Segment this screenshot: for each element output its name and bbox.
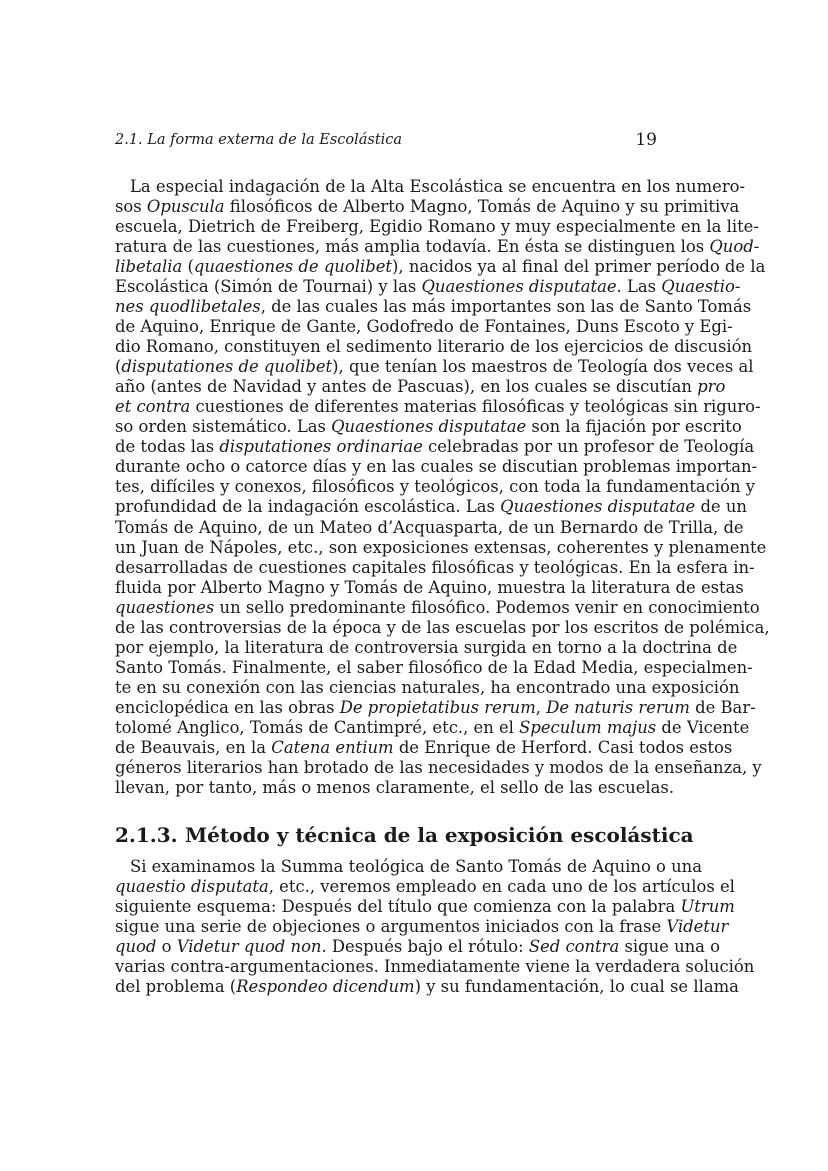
text-line (115, 957, 755, 977)
italic-text-run: Quaestiones disputatae (500, 497, 696, 517)
text-line (115, 477, 756, 497)
text-run: tolomé Anglico, Tomás de Cantimpré, etc., en el (115, 717, 520, 737)
text-line (115, 457, 758, 477)
text-run: , (535, 697, 547, 717)
italic-text-run: De propietatibus rerum (339, 697, 536, 717)
text-line (115, 277, 741, 297)
text-run: géneros literarios han brotado de las necesidades y modos de la enseñanza, y (115, 757, 762, 777)
text-line (115, 217, 759, 237)
italic-text-run: quaestiones (115, 597, 215, 617)
text-line (115, 177, 746, 197)
italic-text-run: Catena entium (271, 737, 394, 757)
text-line (115, 577, 744, 598)
text-line (115, 317, 733, 337)
text-run: profundidad de la indagación escolástica. Las (115, 497, 501, 517)
text-run: Santo Tomás. Finalmente, el saber filosófico de la Edad Media, especialmen- (115, 657, 753, 677)
italic-text-run: Speculum majus (519, 717, 657, 737)
text-run: de Bar- (689, 697, 756, 717)
text-run: llevan, por tanto, más o menos claramente, el sello de las escuelas. (115, 777, 675, 797)
text-run: escuela, Dietrich de Freiberg, Egidio Romano y muy especialmente en la lite- (115, 217, 759, 237)
text-line (115, 257, 766, 277)
running-header (115, 132, 657, 156)
text-line (115, 717, 750, 738)
text-run: sigue una o (619, 937, 721, 957)
text-run: varias contra-argumentaciones. Inmediatamente viene la verdadera solución (115, 957, 755, 977)
text-run: Tomás de Aquino, de un Mateo d’Acquasparta, de un Bernardo de Trilla, de (115, 517, 744, 537)
text-run: ), nacidos ya al final del primer período de la (392, 257, 766, 277)
text-run: de Vicente (656, 717, 750, 737)
text-line (115, 297, 752, 317)
italic-text-run: disputationes ordinariae (219, 437, 423, 457)
italic-text-run: disputationes de quolibet (121, 357, 333, 377)
text-run: Si examinamos la Summa teológica de Santo Tomás de Aquino o una (130, 857, 702, 876)
section-number: 2.1.3. (115, 823, 178, 847)
italic-text-run: et contra (115, 397, 191, 417)
text-run: por ejemplo, la literatura de controversia surgida en torno a la doctrina de (115, 637, 738, 657)
text-run: , etc., veremos empleado en cada uno de los artículos el (268, 877, 735, 897)
italic-text-run: Sed contra (528, 937, 620, 957)
text-run: Las (621, 277, 662, 297)
italic-text-run: Quaestiones disputatae (331, 417, 527, 437)
text-line (115, 877, 735, 897)
italic-text-run: quaestiones de quolibet (193, 257, 392, 277)
italic-text-run: Videtur (666, 917, 729, 937)
section-title: Método y técnica de la exposición escolástica (185, 823, 694, 847)
text-run: La especial indagación de la Alta Escolástica se encuentra en los numero- (130, 177, 746, 196)
italic-text-run: Quod- (709, 237, 760, 257)
italic-text-run: Utrum (680, 897, 735, 917)
text-run: te en su conexión con las ciencias naturales, ha encontrado una exposición (115, 677, 740, 697)
running-title: 2.1. La forma externa de la Escolástica (115, 132, 403, 148)
italic-text-run: quaestio disputata (115, 877, 269, 897)
text-line (115, 657, 753, 678)
text-run: año (antes de Navidad y antes de Pascuas), en los cuales se discutían (115, 377, 698, 397)
text-line (115, 937, 721, 957)
text-run: de Beauvais, en la (115, 737, 272, 757)
italic-text-run: Videtur quod non. (176, 937, 327, 957)
italic-text-run: Opuscula (146, 197, 225, 217)
text-line (115, 777, 675, 798)
text-run: Después bajo el rótulo: (326, 937, 529, 957)
text-run: de un (695, 497, 747, 517)
text-run: de las controversias de la época y de las escuelas por los escritos de polémica, (115, 617, 770, 637)
italic-text-run: Quaestio- (661, 277, 741, 297)
text-run: fluida por Alberto Magno y Tomás de Aquino, muestra la literatura de estas (115, 577, 744, 597)
text-run: Escolástica (Simón de Tournai) y las (115, 277, 422, 297)
text-line (115, 497, 747, 517)
text-run: un sello predominante filosófico. Podemos venir en conocimiento (214, 597, 760, 617)
italic-text-run: quod (115, 937, 157, 957)
text-line (115, 197, 740, 217)
text-line (115, 697, 756, 718)
text-run: desarrolladas de cuestiones capitales filosóficas y teológicas. En la esfera in- (115, 557, 755, 577)
section-heading (115, 823, 694, 847)
text-line (115, 377, 726, 397)
italic-text-run: libetalia (115, 257, 183, 277)
italic-text-run: Respondeo dicendum (236, 977, 415, 997)
text-line (115, 237, 760, 257)
text-run: sigue una serie de objeciones o argumentos iniciados con la frase (115, 917, 667, 937)
text-run: ( (115, 357, 122, 377)
text-run: del problema ( (115, 977, 237, 997)
text-line (115, 417, 742, 437)
text-line (115, 617, 770, 638)
text-run: o (156, 937, 177, 957)
text-run: dio Romano, constituyen el sedimento literario de los ejercicios de discusión (115, 337, 753, 357)
italic-text-run: Quaestiones disputatae. (421, 277, 622, 297)
text-run: de Enrique de Herford. Casi todos estos (393, 737, 733, 757)
text-line (115, 637, 738, 658)
text-run: de todas las (115, 437, 220, 457)
text-line (115, 517, 744, 538)
text-line (115, 357, 754, 377)
text-line (115, 677, 740, 698)
italic-text-run: De naturis rerum (546, 697, 690, 717)
text-line (115, 977, 739, 997)
text-line (115, 757, 762, 778)
italic-text-run: nes quodlibetales (115, 297, 261, 317)
text-run: son la fijación por escrito (526, 417, 742, 437)
text-line (115, 857, 702, 877)
text-run: ratura de las cuestiones, más amplia todavía. En ésta se distinguen los (115, 237, 710, 257)
text-line (115, 897, 735, 917)
text-run: cuestiones de diferentes materias filosóficas y teológicas sin riguro- (190, 397, 761, 417)
italic-text-run: pro (697, 377, 726, 397)
text-line (115, 437, 755, 457)
text-run: ), que tenían los maestros de Teología dos veces al (332, 357, 754, 377)
text-run: ( (182, 257, 194, 277)
text-run: , de las cuales las más importantes son las de Santo Tomás (260, 297, 752, 317)
text-line (115, 597, 760, 618)
text-line (115, 337, 753, 357)
text-run: filosóficos de Alberto Magno, Tomás de Aquino y su primitiva (224, 197, 740, 217)
text-line (115, 737, 733, 758)
text-run: siguiente esquema: Después del título que comienza con la palabra (115, 897, 681, 917)
page-number: 19 (635, 130, 657, 150)
text-run: tes, difíciles y conexos, filosóficos y teológicos, con toda la fundamentación y (115, 477, 756, 497)
text-line (115, 917, 729, 937)
text-run: sos (115, 197, 147, 217)
text-run: celebradas por un profesor de Teología (422, 437, 755, 457)
text-line (115, 397, 761, 417)
text-line (115, 557, 755, 578)
text-run: un Juan de Nápoles, etc., son exposiciones extensas, coherentes y plenamente (115, 537, 767, 557)
text-run: so orden sistemático. Las (115, 417, 332, 437)
text-run: de Aquino, Enrique de Gante, Godofredo de Fontaines, Duns Escoto y Egi- (115, 317, 733, 337)
text-run: enciclopédica en las obras (115, 697, 340, 717)
text-run: durante ocho o catorce días y en las cuales se discutian problemas importan- (115, 457, 758, 477)
text-line (115, 537, 767, 558)
text-run: ) y su fundamentación, lo cual se llama (414, 977, 739, 997)
